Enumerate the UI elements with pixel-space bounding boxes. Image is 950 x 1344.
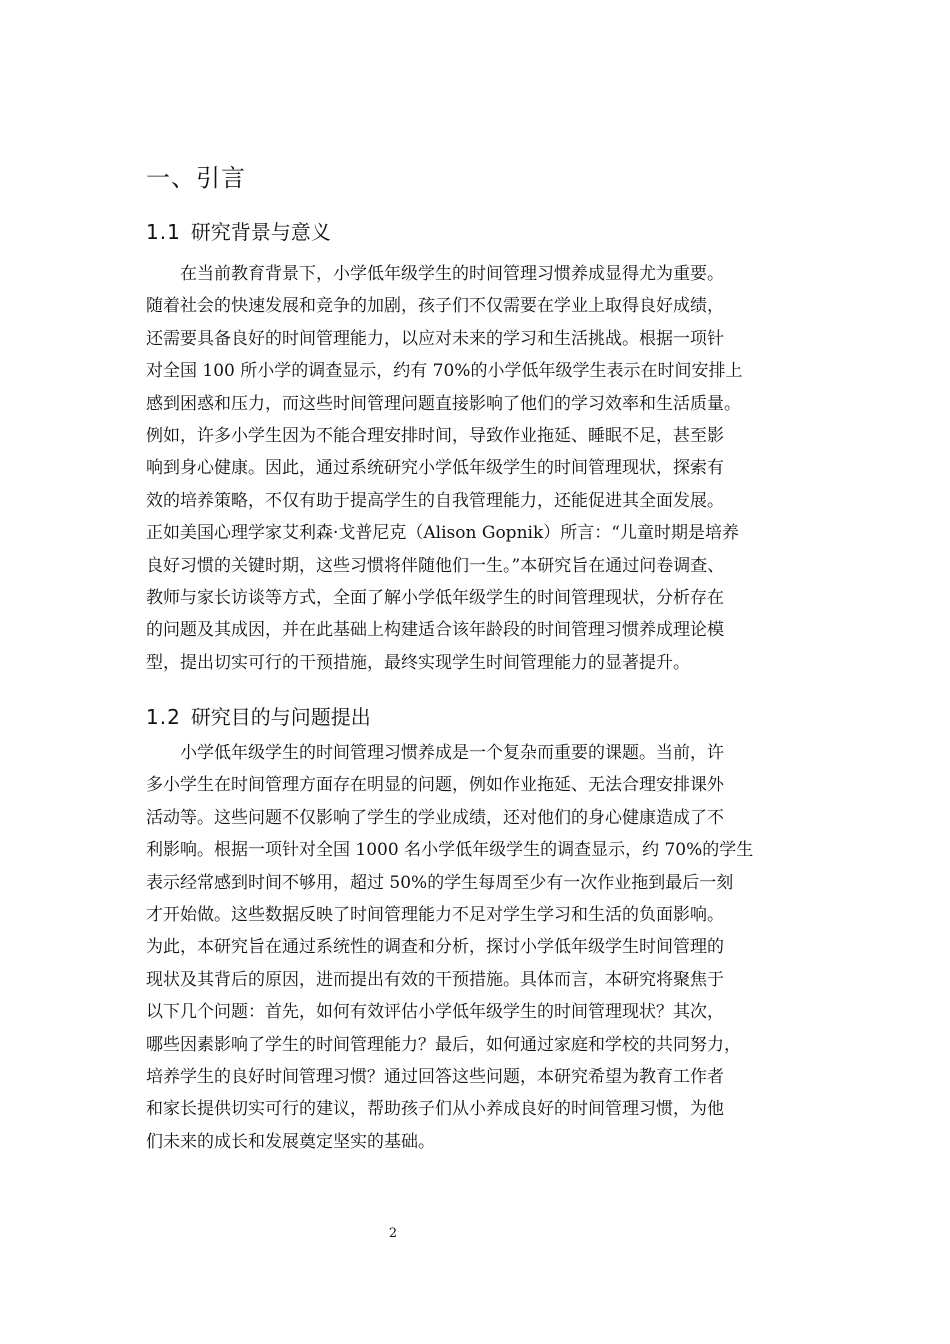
page-number: 2 <box>388 1226 398 1241</box>
paragraph-line: 表示经常感到时间不够用，超过 50%的学生每周至少有一次作业拖到最后一刻 <box>146 872 734 893</box>
paragraph-line: 对全国 100 所小学的调查显示，约有 70%的小学低年级学生表示在时间安排上 <box>146 361 743 382</box>
section-title-text: 研究目的与问题提出 <box>190 705 371 729</box>
paragraph-purpose <box>146 737 753 1158</box>
paragraph-line: 教师与家长访谈等方式，全面了解小学低年级学生的时间管理现状，分析存在 <box>146 587 724 608</box>
paragraph-line: 正如美国心理学家艾利森·戈普尼克（Alison Gopnik）所言：“儿童时期是培养 <box>146 523 739 544</box>
paragraph-line: 为此，本研究旨在通过系统性的调查和分析，探讨小学低年级学生时间管理的 <box>146 937 724 958</box>
paragraph-line: 以下几个问题：首先，如何有效评估小学低年级学生的时间管理现状？其次， <box>146 1002 724 1023</box>
section-title-text: 研究背景与意义 <box>190 220 331 244</box>
paragraph-line: 型，提出切实可行的干预措施，最终实现学生时间管理能力的显著提升。 <box>146 652 690 673</box>
section-heading-1-1 <box>146 217 331 247</box>
paragraph-line: 良好习惯的关键时期，这些习惯将伴随他们一生。”本研究旨在通过问卷调查、 <box>146 555 725 576</box>
paragraph-background <box>146 258 742 679</box>
section-number: 1.1 <box>146 220 181 244</box>
paragraph-line: 感到困惑和压力，而这些时间管理问题直接影响了他们的学习效率和生活质量。 <box>146 393 741 414</box>
paragraph-line: 培养学生的良好时间管理习惯？通过回答这些问题，本研究希望为教育工作者 <box>146 1066 724 1087</box>
paragraph-line: 响到身心健康。因此，通过系统研究小学低年级学生的时间管理现状，探索有 <box>146 458 724 479</box>
paragraph-line: 现状及其背后的原因，进而提出有效的干预措施。具体而言，本研究将聚焦于 <box>146 969 724 990</box>
paragraph-line: 的问题及其成因，并在此基础上构建适合该年龄段的时间管理习惯养成理论模 <box>146 620 724 641</box>
paragraph-line: 们未来的成长和发展奠定坚实的基础。 <box>146 1131 435 1152</box>
paragraph-line: 在当前教育背景下，小学低年级学生的时间管理习惯养成显得尤为重要。 <box>146 264 724 284</box>
paragraph-line: 随着社会的快速发展和竞争的加剧，孩子们不仅需要在学业上取得良好成绩， <box>146 296 724 317</box>
paragraph-line: 还需要具备良好的时间管理能力，以应对未来的学习和生活挑战。根据一项针 <box>146 328 724 349</box>
chapter-title: 一、引言 <box>146 164 246 192</box>
paragraph-line: 活动等。这些问题不仅影响了学生的学业成绩，还对他们的身心健康造成了不 <box>146 807 724 828</box>
paragraph-line: 利影响。根据一项针对全国 1000 名小学低年级学生的调查显示，约 70%的学生 <box>146 840 754 861</box>
paragraph-line: 效的培养策略，不仅有助于提高学生的自我管理能力，还能促进其全面发展。 <box>146 490 724 511</box>
paragraph-line: 多小学生在时间管理方面存在明显的问题，例如作业拖延、无法合理安排课外 <box>146 775 724 796</box>
paragraph-line: 才开始做。这些数据反映了时间管理能力不足对学生学习和生活的负面影响。 <box>146 904 724 925</box>
paragraph-line: 和家长提供切实可行的建议，帮助孩子们从小养成良好的时间管理习惯，为他 <box>146 1099 724 1120</box>
paragraph-line: 哪些因素影响了学生的时间管理能力？最后，如何通过家庭和学校的共同努力， <box>146 1034 741 1055</box>
section-heading-1-2 <box>146 702 371 732</box>
paragraph-line: 小学低年级学生的时间管理习惯养成是一个复杂而重要的课题。当前，许 <box>146 743 724 763</box>
section-number: 1.2 <box>146 705 181 729</box>
paragraph-line: 例如，许多小学生因为不能合理安排时间，导致作业拖延、睡眠不足，甚至影 <box>146 425 724 446</box>
